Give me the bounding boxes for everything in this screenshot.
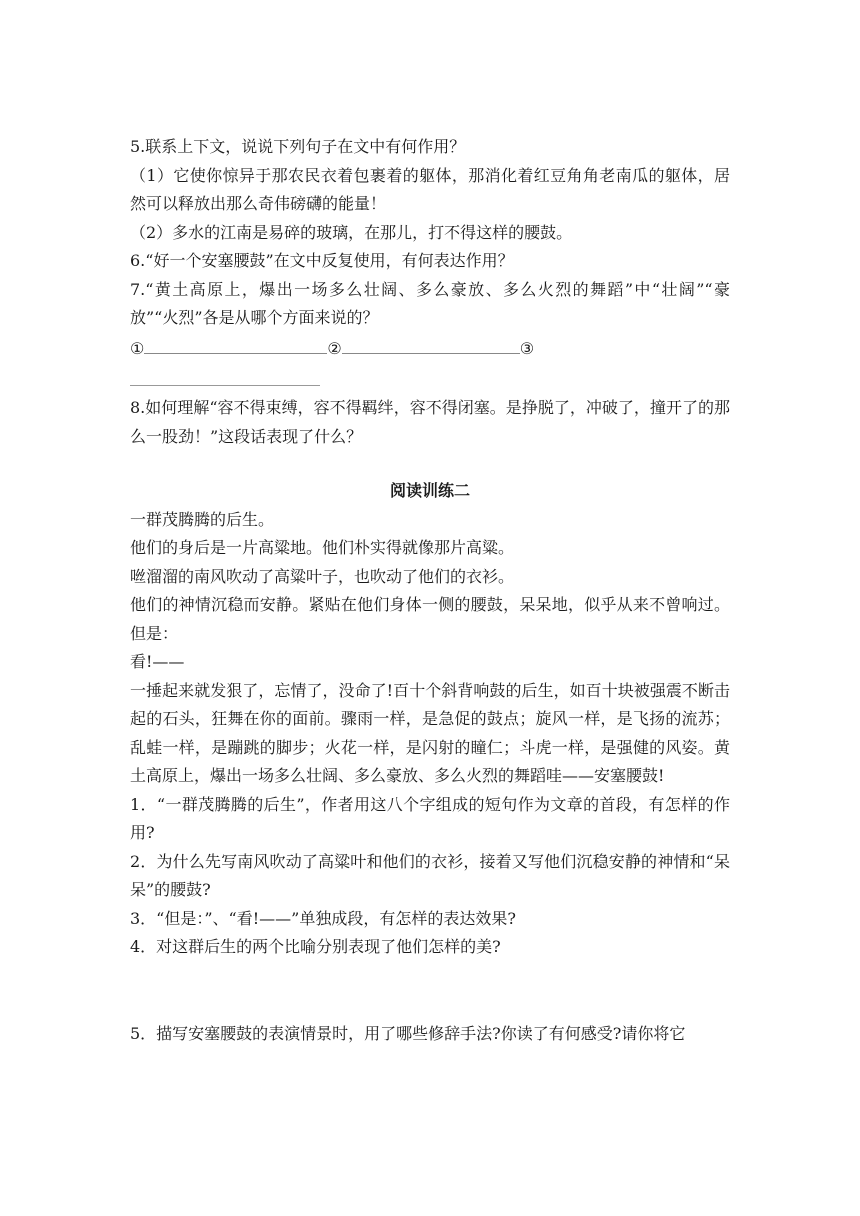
question-5: 5.联系上下文，说说下列句子在文中有何作用？ — [130, 137, 466, 156]
answer-blank-3[interactable] — [130, 367, 320, 386]
passage-paragraph-3: 咝溜溜的南风吹动了高粱叶子，也吹动了他们的衣衫。 — [130, 566, 515, 586]
passage-paragraph-2: 他们的身后是一片高粱地。他们朴实得就像那片高粱。 — [130, 538, 515, 557]
question-1: 1．“一群茂腾腾的后生”，作者用这八个字组成的短句作为文章的首段，有怎样的作用? — [130, 794, 730, 842]
blank-marker-1: ① — [130, 338, 145, 358]
question-8: 8.如何理解“容不得束缚，容不得羁绊，容不得闭塞。是挣脱了，冲破了，撞开了的那么一股劲！”这段话表现了什么？ — [130, 398, 730, 446]
answer-blank-1[interactable] — [144, 333, 327, 354]
blank-marker-2: ② — [327, 338, 342, 358]
question-5-sentence-2: （2）多水的江南是易碎的玻璃，在那儿，打不得这样的腰鼓。 — [130, 222, 573, 242]
document-content — [130, 133, 730, 1048]
section-title: 阅读训练二 — [389, 481, 470, 500]
answer-blank-2[interactable] — [342, 333, 520, 354]
blank-marker-3: ③ — [519, 338, 535, 358]
question-5-sentence-1: （1）它使你惊异于那农民衣着包裹着的躯体，那消化着红豆角角老南瓜的躯体，居然可以释放出那么奇伟磅礴的能量！ — [130, 165, 730, 213]
answer-blanks-row — [130, 333, 730, 364]
passage-paragraph-4: 他们的神情沉稳而安静。紧贴在他们身体一侧的腰鼓，呆呆地，似乎从来不曾响过。但是： — [130, 595, 730, 643]
passage-paragraph-1: 一群茂腾腾的后生。 — [130, 509, 275, 529]
question-4: 4．对这群后生的两个比喻分别表现了他们怎样的美? — [130, 937, 501, 956]
passage-paragraph-6: 一捶起来就发狠了，忘情了，没命了!百十个斜背响鼓的后生，如百十块被强震不断击起的石头，狂舞在你的面前。骤雨一样，是急促的鼓点；旋风一样，是飞扬的流苏；乱蛙一样，是蹦跳的脚步；火花一样，是闪射的瞳仁；斗虎一样，是强健的风姿。黄土高原上，爆出一场多么壮阔、多么豪放、多么火烈的舞蹈哇——安塞腰鼓! — [130, 680, 730, 785]
question-6: 6.“好一个安塞腰鼓”在文中反复使用，有何表达作用？ — [130, 251, 514, 270]
passage-paragraph-5: 看!—— — [130, 652, 185, 671]
answer-space — [130, 962, 730, 1020]
question-5-rhetoric: 5．描写安塞腰鼓的表演情景时，用了哪些修辞手法?你读了有何感受?请你将它 — [130, 1023, 686, 1043]
question-2: 2．为什么先写南风吹动了高粱叶和他们的衣衫，接着又写他们沉稳安静的神情和“呆呆”的腰鼓? — [130, 851, 730, 899]
question-7: 7.“黄土高原上，爆出一场多么壮阔、多么豪放、多么火烈的舞蹈”中“壮阔”“豪放”“火烈”各是从哪个方面来说的？ — [130, 279, 730, 327]
question-3: 3．“但是：”、“看!——”单独成段，有怎样的表达效果? — [130, 908, 516, 928]
